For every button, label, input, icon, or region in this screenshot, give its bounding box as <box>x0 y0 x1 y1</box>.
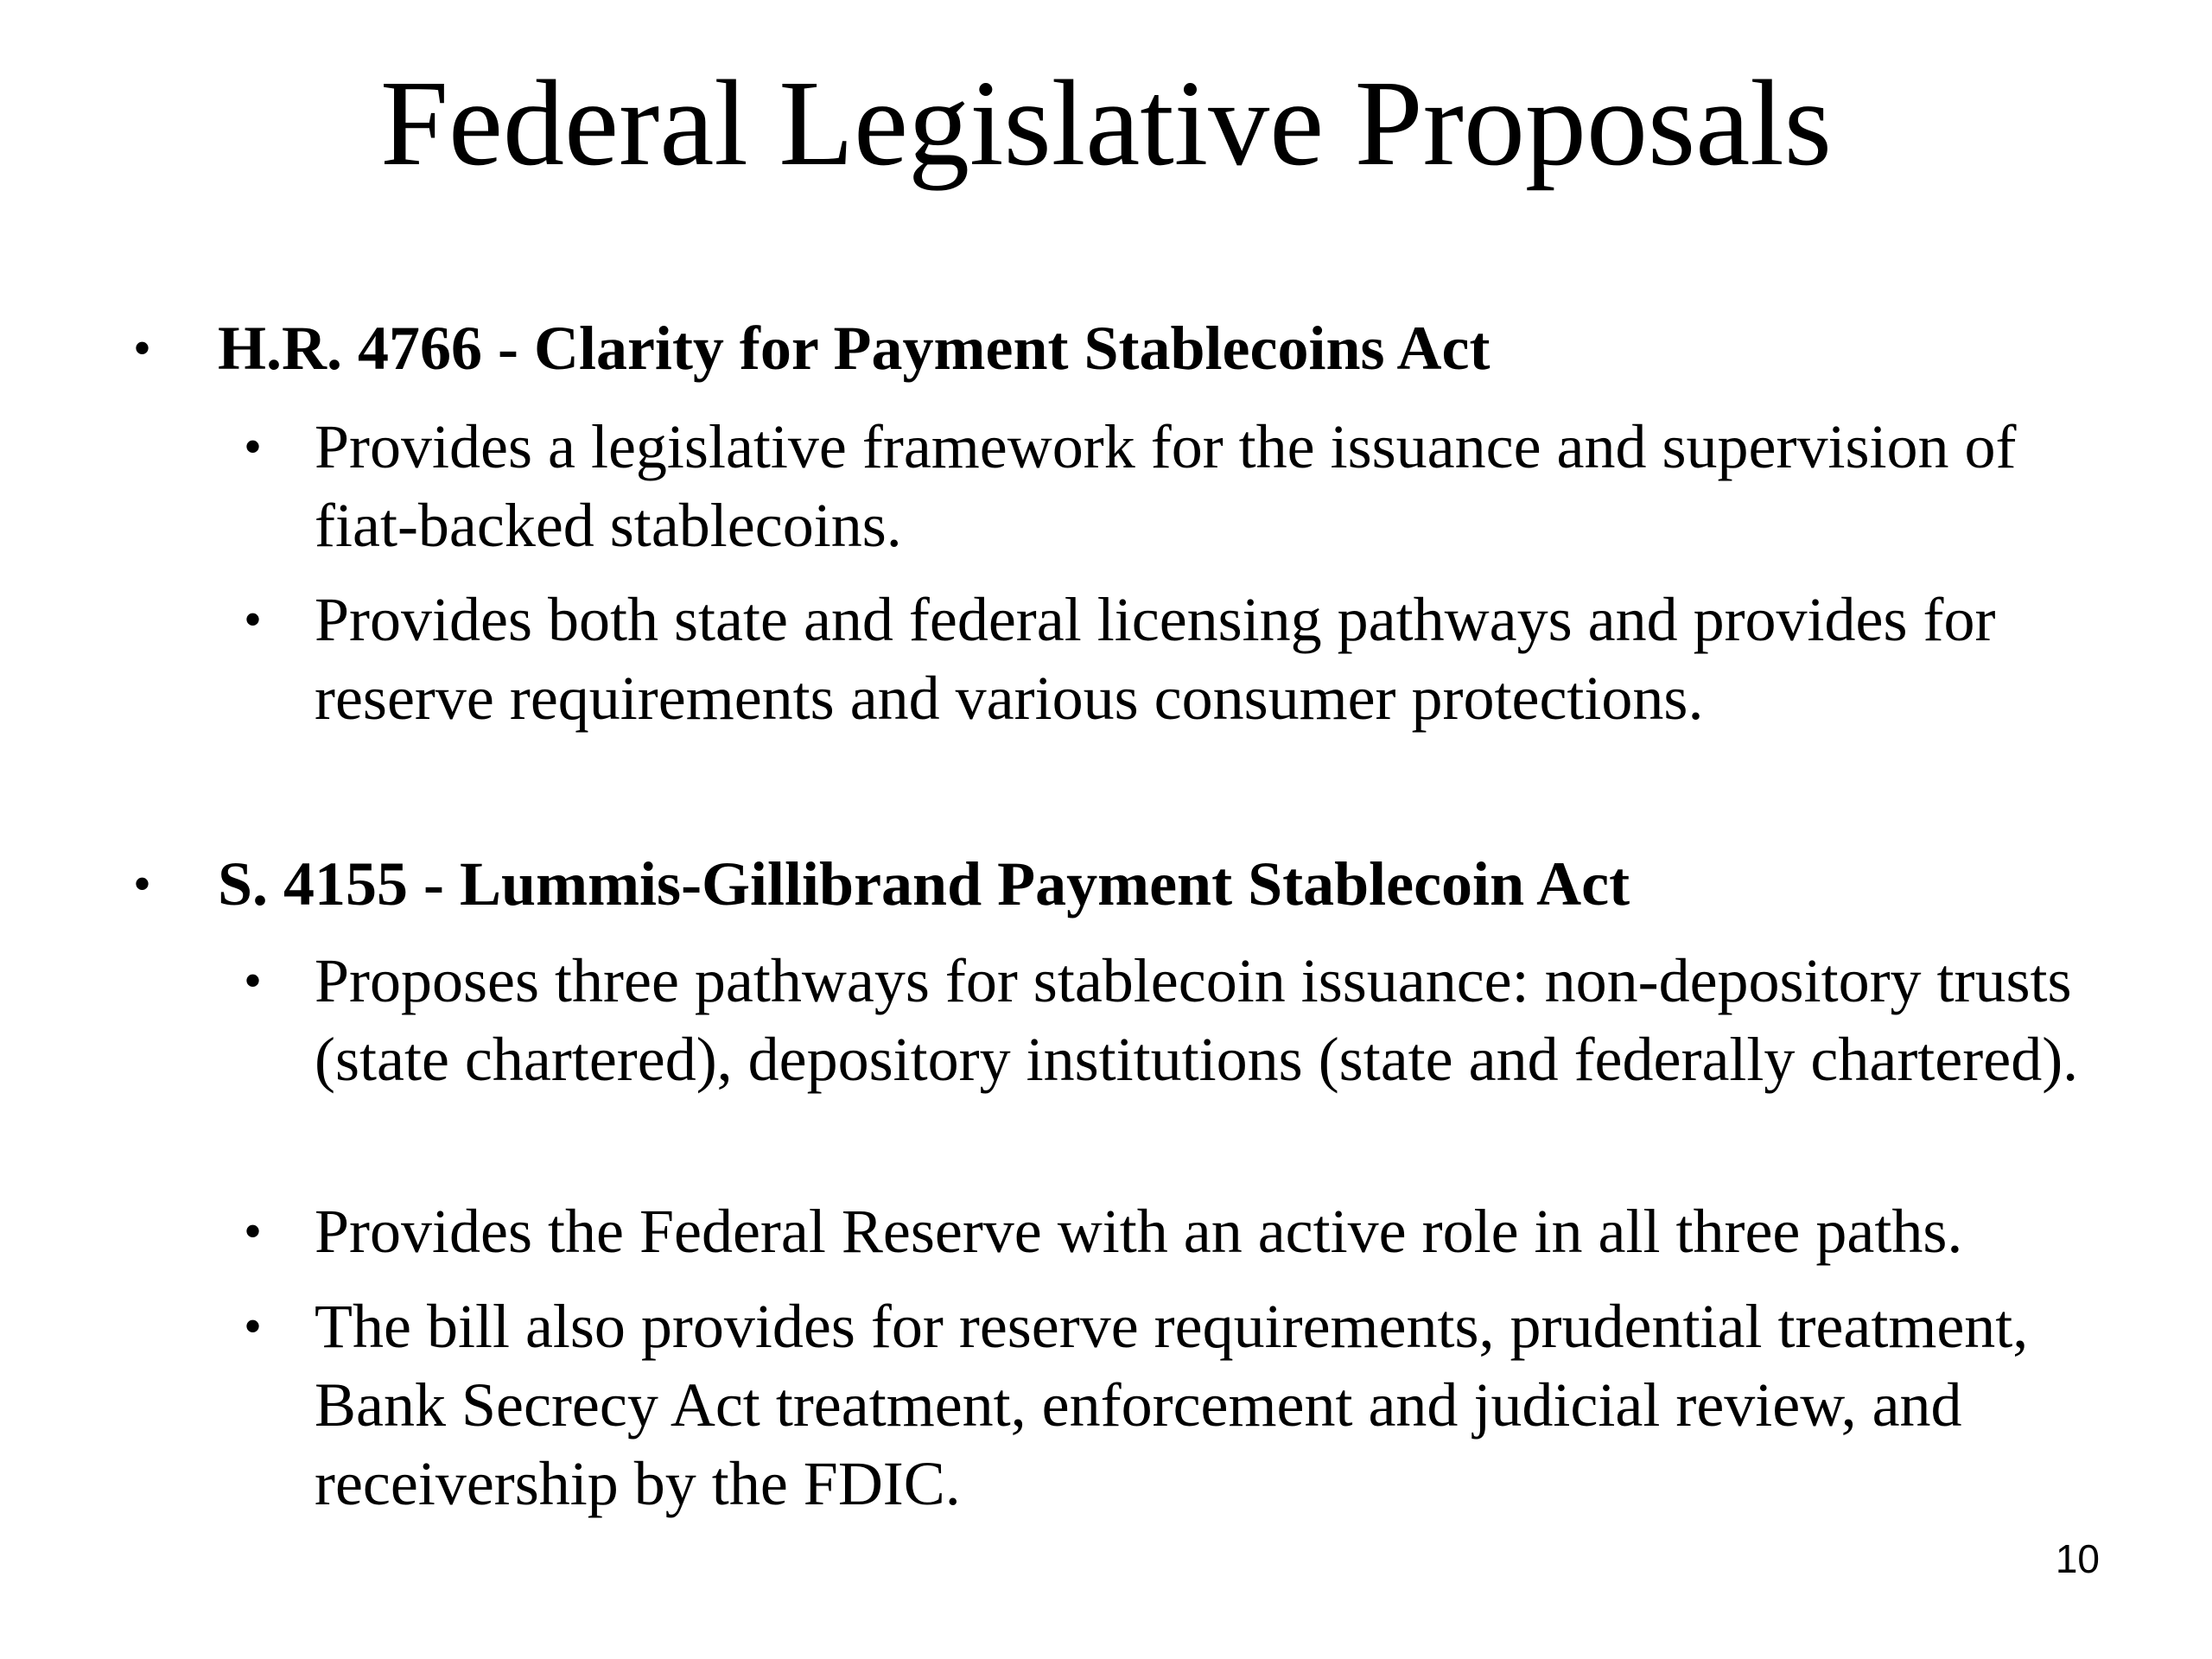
bullet-icon: • <box>133 855 152 912</box>
bill-heading-text: H.R. 4766 - Clarity for Payment Stablecoins Act <box>218 314 1491 383</box>
bullet-icon: • <box>244 1298 263 1355</box>
bullet-icon: • <box>244 418 263 475</box>
list-item-text: Provides the Federal Reserve with an active role in all three paths. <box>315 1197 1963 1266</box>
slide-title: Federal Legislative Proposals <box>380 54 1832 191</box>
bullet-icon: • <box>244 952 263 1009</box>
list-item-text: Provides both state and federal licensing pathways and provides for reserve requirements and various consumer protections. <box>315 585 1996 733</box>
list-item-text: Proposes three pathways for stablecoin issuance: non-depository trusts (state chartered), depository institutions (state and federally chartered). <box>315 946 2079 1094</box>
bill-heading-text: S. 4155 - Lummis-Gillibrand Payment Stablecoin Act <box>218 849 1630 918</box>
bullet-icon: • <box>244 591 263 648</box>
bullet-icon: • <box>244 1203 263 1260</box>
list-item-text: Provides a legislative framework for the issuance and supervision of fiat-backed stablecoins. <box>315 412 2017 560</box>
bullet-icon: • <box>133 320 152 377</box>
list-item-text: The bill also provides for reserve requirements, prudential treatment, Bank Secrecy Act treatment, enforcement and judicial review, and receivership by the FDIC. <box>315 1292 2029 1518</box>
page-number: 10 <box>2055 1536 2100 1581</box>
